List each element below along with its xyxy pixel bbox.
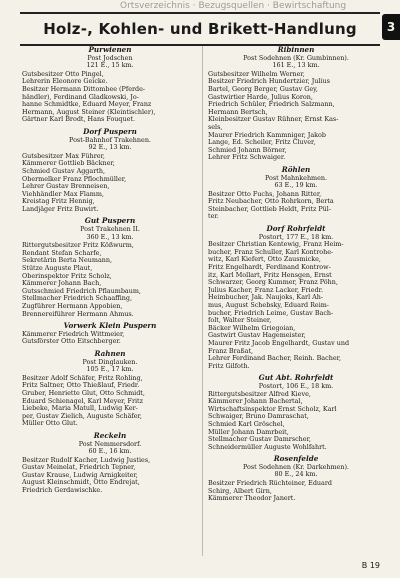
left-column bbox=[22, 46, 198, 556]
entry-resident-line: Besitzer Hermann Dittombee (Pferde- bbox=[22, 85, 146, 93]
entry-place-name: Dorf Puspern bbox=[83, 126, 137, 136]
entry-resident-line: Kämmerer Theodor Janert. bbox=[208, 495, 296, 503]
entry-place-name: Rosenfelde bbox=[273, 454, 319, 464]
entry-post-info: Postort, 177 E., 18 km. bbox=[258, 232, 334, 241]
entry-resident-line: Gutsschmied Friedrich Pflaumbaum, bbox=[22, 287, 141, 295]
entry-resident-line: händler), Ferdinand Gladkowski, Jo- bbox=[22, 93, 139, 101]
column-divider bbox=[202, 46, 203, 556]
entry-resident-line: Lange, Ed. Scheiler, Fritz Cluver, bbox=[208, 139, 316, 147]
page-number: B 19 bbox=[361, 561, 380, 570]
entry-resident-line: Gastwirtier Harde, Julius Koron, bbox=[208, 93, 313, 101]
directory-entry bbox=[22, 350, 198, 428]
entry-post-info: Post-Bahnhof Trakehnen. bbox=[69, 135, 151, 144]
entry-resident-line: Gruber, Henriette Glut, Otto Schmidt, bbox=[22, 389, 145, 397]
entry-post-info: Post Dinglauken. bbox=[82, 357, 138, 366]
entry-resident-line: Gutsbesitzer Otto Pingel, bbox=[22, 70, 104, 78]
directory-entry bbox=[208, 166, 384, 221]
entry-post-info: Post Trakehnen II. bbox=[80, 225, 140, 234]
entry-population-distance: 360 E., 13 km. bbox=[86, 232, 134, 241]
entry-resident-line: Stütze Auguste Plaut, bbox=[22, 265, 93, 273]
entry-resident-line: Rendant Stefan Scharfe, bbox=[22, 249, 102, 257]
entry-resident-line: Zugführer Hermann Appobien, bbox=[22, 303, 123, 310]
entry-resident-line: Eduard Schienagel, Karl Meyer, Fritz bbox=[22, 397, 143, 405]
entry-resident-line: mus, August Schebsky, Eduard Reim- bbox=[208, 302, 329, 309]
entry-resident-line: Fritz Engelhardt, Ferdinand Kontrow- bbox=[208, 264, 331, 272]
entry-resident-line: Schirg, Albert Girn, bbox=[208, 487, 272, 495]
entry-place-name: Gut Puspern bbox=[84, 216, 136, 226]
entry-resident-line: itz, Karl Mollart, Fritz Hensgen, Ernst bbox=[208, 271, 332, 279]
entry-post-info: Post Sodehnen (Kr. Gumbinnen). bbox=[243, 53, 349, 62]
directory-entry bbox=[22, 432, 198, 495]
entry-resident-line: Lehrer Fritz Schwaiger. bbox=[208, 154, 286, 162]
entry-population-distance: 63 E., 19 km. bbox=[274, 181, 318, 190]
entry-resident-line: Brennereiführer Hermann Ahmus. bbox=[22, 310, 134, 318]
entry-place-name: Dorf Rohrfeldt bbox=[266, 224, 326, 234]
entry-place-name: Purwienen bbox=[88, 46, 132, 54]
top-strip-text: Ortsverzeichnis · Bezugsquellen · Bewirtschaftung bbox=[120, 1, 347, 11]
entry-population-distance: 60 E., 16 km. bbox=[88, 447, 132, 456]
entry-place-name: Ribinnen bbox=[277, 46, 315, 54]
entry-resident-line: Maurer Fritz Jacob Engelhardt, Gustav und bbox=[208, 339, 350, 347]
entry-resident-line: Besitzer Christian Kentewig, Franz Heim- bbox=[208, 241, 344, 249]
entry-resident-line: sels, bbox=[208, 123, 223, 131]
page-title: Holz-, Kohlen- und Brikett-Handlung bbox=[43, 20, 357, 38]
directory-entry bbox=[208, 46, 384, 162]
entry-resident-line: Oberinspektor Fritz Scholz, bbox=[22, 272, 112, 280]
entry-resident-line: Schmied Gustav Aggarth, bbox=[22, 167, 105, 175]
entry-post-info: Post Sodehnen (Kr. Darkehmen). bbox=[243, 462, 349, 471]
entry-resident-line: ter. bbox=[208, 213, 219, 221]
directory-entry bbox=[22, 322, 198, 346]
entry-resident-line: Fritz Saltner, Otto Thießlauf, Friedr. bbox=[22, 382, 140, 390]
entry-resident-line: Besitzer Friedrich Hundertzier, Julius bbox=[208, 78, 330, 86]
entry-post-info: Post Jodschen bbox=[87, 53, 133, 62]
directory-entry bbox=[208, 374, 384, 451]
entry-resident-line: Gutsbesitzer Max Führer, bbox=[22, 152, 105, 160]
entry-resident-line: Gustav Krause, Ludwig Arnigkeiter, bbox=[22, 471, 138, 479]
entry-post-info: Postort, 106 E., 18 km. bbox=[258, 381, 334, 390]
entry-resident-line: Gutsförster Otto Eitschberger. bbox=[22, 338, 121, 346]
entry-resident-line: witz, Karl Kiefert, Otto Zausmicke, bbox=[208, 256, 321, 264]
entry-resident-line: hanne Schmidtke, Eduard Meyer, Franz bbox=[22, 101, 152, 109]
entry-post-info: Post Mahnkehmen. bbox=[264, 173, 328, 182]
directory-entry bbox=[208, 225, 384, 370]
entry-resident-line: Kämmerer Friedrich Wittmeier, bbox=[22, 330, 125, 338]
entry-population-distance: 80 E., 24 km. bbox=[274, 470, 318, 479]
entry-place-name: Rahnen bbox=[94, 348, 126, 358]
entry-resident-line: Obermelker Franz Pflochmüller, bbox=[22, 175, 127, 183]
entry-resident-line: Rittergutsbesitzer Alfred Kieve, bbox=[208, 390, 311, 398]
entry-resident-line: Gustav Meinelat, Friedrich Tepner, bbox=[22, 464, 136, 472]
entry-resident-line: Lehrer Gustav Brenneisen, bbox=[22, 183, 110, 191]
entry-resident-line: Hermann, August Steiner (Kleintischler), bbox=[22, 108, 156, 116]
entry-resident-line: Gastwirt Gustav Hagemeister, bbox=[208, 332, 306, 340]
entry-population-distance: 161 E., 13 km. bbox=[272, 61, 320, 70]
entry-population-distance: 105 E., 17 km. bbox=[86, 365, 134, 374]
entry-resident-line: Schneidermüller Auguste Wohlfahrt. bbox=[208, 443, 327, 451]
entry-resident-line: Hermann Bertsch, bbox=[208, 108, 268, 116]
entry-resident-line: Steinbacher, Gottlieb Heldt, Fritz Pül- bbox=[208, 205, 332, 213]
entry-resident-line: Schmied Johann Börner, bbox=[208, 146, 287, 154]
right-column bbox=[208, 46, 384, 556]
directory-entry bbox=[22, 46, 198, 124]
entry-resident-line: Friedrich Schüler, Friedrich Salzmann, bbox=[208, 101, 335, 109]
entry-resident-line: Sekretärin Berta Neumann, bbox=[22, 257, 113, 265]
entry-resident-line: Lehrerin Eleonore Geicke. bbox=[22, 78, 108, 86]
entry-resident-line: Stellmacher Gustav Damrscher, bbox=[208, 436, 311, 444]
directory-entry bbox=[208, 455, 384, 503]
entry-resident-line: Schwaiger, Bruno Damraschat, bbox=[208, 413, 309, 421]
entry-place-name: Röhlen bbox=[281, 164, 311, 174]
entry-resident-line: Julius Kacher, Franz Lacker, Friedr. bbox=[208, 286, 323, 294]
entry-resident-line: Wirtschaftsinspektor Ernst Scholz, Karl bbox=[208, 405, 337, 413]
entry-resident-line: folt, Walter Steiner, bbox=[208, 317, 272, 325]
entry-place-name: Gut Abt. Rohrfeldt bbox=[258, 373, 334, 383]
entry-resident-line: Müller Johann Damrbeit, bbox=[208, 428, 289, 436]
entry-resident-line: Schwarzer, Georg Kummer, Franz Pöhn, bbox=[208, 279, 338, 287]
entry-resident-line: per, Gustav Zielich, Auguste Schäfer, bbox=[22, 412, 142, 420]
entry-post-info: Post Nemmersdorf. bbox=[78, 439, 142, 448]
entry-population-distance: 92 E., 13 km. bbox=[88, 143, 132, 152]
page-header bbox=[20, 12, 380, 46]
entry-population-distance: 121 E., 15 km. bbox=[86, 61, 134, 70]
entry-resident-line: Landjäger Fritz Buwirt. bbox=[22, 205, 99, 213]
entry-resident-line: August Kleinschmidt, Otto Endrejat, bbox=[22, 479, 140, 487]
entry-resident-line: Kämmerer Johann Bachertal, bbox=[208, 398, 303, 406]
entry-resident-line: Liebeke, Maria Matull, Ludwig Ker- bbox=[22, 405, 138, 413]
directory-entry bbox=[22, 128, 198, 214]
entry-resident-line: Maurer Friedrich Kammniger, Jakob bbox=[208, 131, 326, 139]
entry-resident-line: Gutsbesitzer Wilhelm Werner, bbox=[208, 70, 305, 78]
entry-resident-line: Lehrer Ferdinand Bacher, Reinh. Bacher, bbox=[208, 355, 341, 363]
entry-resident-line: Müller Otto Glut. bbox=[22, 420, 78, 428]
directory-entry bbox=[22, 217, 198, 318]
entry-resident-line: Stellmacher Friedrich Schaaffing, bbox=[22, 295, 132, 303]
entry-resident-line: Schmied Karl Gröschel, bbox=[208, 420, 285, 428]
entry-resident-line: Besitzer Rudolf Kacher, Ludwig Justies, bbox=[22, 456, 151, 464]
entry-place-name: Vorwerk Klein Puspern bbox=[63, 321, 157, 331]
entry-resident-line: bucher, Friedrich Leime, Gustav Bach- bbox=[208, 309, 334, 317]
entry-resident-line: Rittergutsbesitzer Fritz Kößwurm, bbox=[22, 242, 134, 250]
entry-resident-line: Gärtner Karl Brodt, Hans Fouquet. bbox=[22, 116, 136, 124]
entry-resident-line: Friedrich Gerdawischke. bbox=[22, 487, 103, 495]
entry-resident-line: Franz Braßat, bbox=[208, 347, 254, 355]
entry-resident-line: Besitzer Friedrich Rüchteiner, Eduard bbox=[208, 480, 332, 488]
entry-resident-line: Besitzer Adolf Schäfer, Fritz Rohling, bbox=[22, 374, 143, 382]
entry-resident-line: Bartel, Georg Berger, Gustav Gey, bbox=[208, 85, 318, 93]
entry-resident-line: Kreistag Fritz Hennig, bbox=[22, 198, 95, 206]
entry-resident-line: Kämmerer Johann Bach, bbox=[22, 280, 102, 288]
entry-place-name: Reckeln bbox=[93, 430, 127, 440]
page-marker-tab: 3 bbox=[382, 14, 400, 40]
entry-resident-line: Heimbucher, Jak. Naujoks, Karl Ah- bbox=[208, 294, 324, 302]
entry-resident-line: Viehhändler Max Flamm, bbox=[22, 190, 104, 198]
entry-resident-line: Fritz Gilfoth. bbox=[208, 362, 250, 370]
entry-resident-line: Kleinbesitzer Gustav Rühner, Ernst Kas- bbox=[208, 116, 339, 124]
entry-resident-line: Besitzer Otto Fuchs, Johann Ritter, bbox=[208, 190, 322, 198]
entry-resident-line: Bäcker Wilhelm Griegoian, bbox=[208, 324, 296, 332]
entry-resident-line: Kämmerer Gottlieb Bäckner, bbox=[22, 160, 115, 168]
entry-resident-line: bucher, Franz Schuller, Karl Kontrohe- bbox=[208, 248, 334, 256]
entry-resident-line: Fritz Neubacher, Otto Rohrkorn, Berta bbox=[208, 198, 334, 206]
